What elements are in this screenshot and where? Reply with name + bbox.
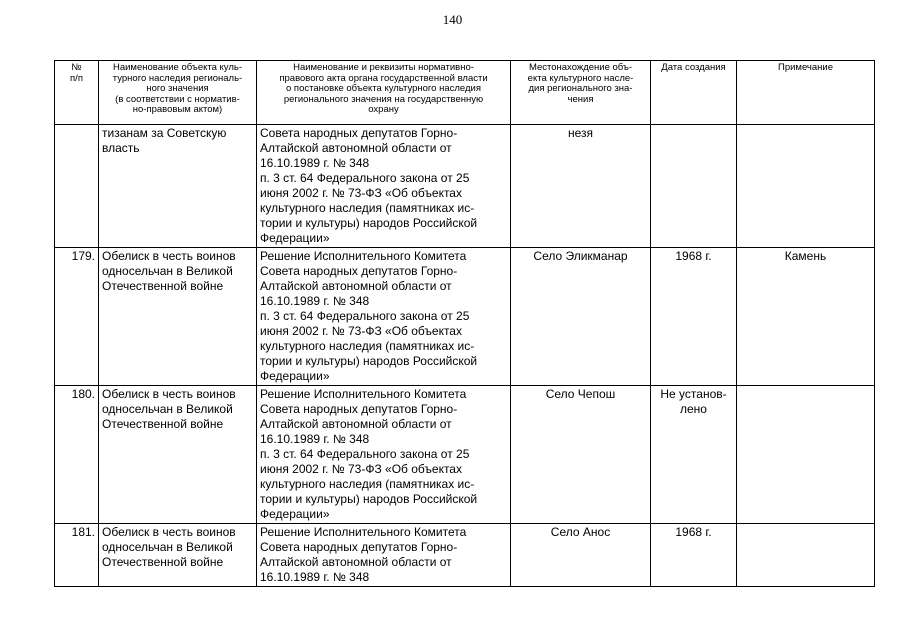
heritage-registry-table bbox=[54, 60, 875, 587]
row-number: 179. bbox=[55, 248, 99, 386]
creation-date: 1968 г. bbox=[651, 248, 737, 386]
object-name: Обелиск в честь воинов односельчан в Великой Отечественной войне bbox=[99, 248, 257, 386]
creation-date bbox=[651, 125, 737, 248]
page-number: 140 bbox=[442, 12, 463, 27]
legal-act-paragraph: п. 3 ст. 64 Федерального закона от 25 июня 2002 г. № 73-ФЗ «Об объектах культурного наследия (памятниках ис- тории и культуры) народов Российской Федерации» bbox=[260, 447, 478, 521]
row-number bbox=[55, 125, 99, 248]
row-number: 181. bbox=[55, 524, 99, 587]
table-header-row bbox=[55, 61, 875, 125]
header-legal-act: Наименование и реквизиты нормативно- правового акта органа государственной власти о постановке объекта культурного наследия регионального значения на государственную охрану bbox=[257, 61, 511, 125]
table-row bbox=[55, 248, 875, 386]
legal-act-paragraph: Совета народных депутатов Горно- Алтайской автономной области от 16.10.1989 г. № 348 bbox=[260, 126, 458, 170]
note: Камень bbox=[737, 248, 875, 386]
header-creation-date: Дата создания bbox=[651, 61, 737, 125]
header-number: № п/п bbox=[55, 61, 99, 125]
legal-act-paragraph: Решение Исполнительного Комитета Совета народных депутатов Горно- Алтайской автономной области от 16.10.1989 г. № 348 bbox=[260, 249, 467, 308]
object-name: тизанам за Советскую власть bbox=[99, 125, 257, 248]
table-row bbox=[55, 125, 875, 248]
creation-date: 1968 г. bbox=[651, 524, 737, 587]
legal-act bbox=[257, 125, 511, 248]
legal-act bbox=[257, 386, 511, 524]
header-note: Примечание bbox=[737, 61, 875, 125]
note bbox=[737, 524, 875, 587]
location: незя bbox=[511, 125, 651, 248]
legal-act-paragraph: п. 3 ст. 64 Федерального закона от 25 июня 2002 г. № 73-ФЗ «Об объектах культурного наследия (памятниках ис- тории и культуры) народов Российской Федерации» bbox=[260, 171, 478, 245]
legal-act bbox=[257, 248, 511, 386]
table-row bbox=[55, 386, 875, 524]
legal-act-paragraph: Решение Исполнительного Комитета Совета народных депутатов Горно- Алтайской автономной области от 16.10.1989 г. № 348 bbox=[260, 387, 467, 446]
row-number: 180. bbox=[55, 386, 99, 524]
header-object-name: Наименование объекта куль- турного наследия региональ- ного значения (в соответствии с норматив- но-правовым актом) bbox=[99, 61, 257, 125]
location: Село Чепош bbox=[511, 386, 651, 524]
object-name: Обелиск в честь воинов односельчан в Великой Отечественной войне bbox=[99, 524, 257, 587]
creation-date: Не установ- лено bbox=[651, 386, 737, 524]
legal-act-paragraph: п. 3 ст. 64 Федерального закона от 25 июня 2002 г. № 73-ФЗ «Об объектах культурного наследия (памятниках ис- тории и культуры) народов Российской Федерации» bbox=[260, 309, 478, 383]
note bbox=[737, 386, 875, 524]
location: Село Анос bbox=[511, 524, 651, 587]
object-name: Обелиск в честь воинов односельчан в Великой Отечественной войне bbox=[99, 386, 257, 524]
location: Село Эликманар bbox=[511, 248, 651, 386]
legal-act bbox=[257, 524, 511, 587]
note bbox=[737, 125, 875, 248]
legal-act-paragraph: Решение Исполнительного Комитета Совета народных депутатов Горно- Алтайской автономной области от 16.10.1989 г. № 348 bbox=[260, 525, 467, 584]
header-location: Местонахождение объ- екта культурного насле- дия регионального зна- чения bbox=[511, 61, 651, 125]
table-row bbox=[55, 524, 875, 587]
